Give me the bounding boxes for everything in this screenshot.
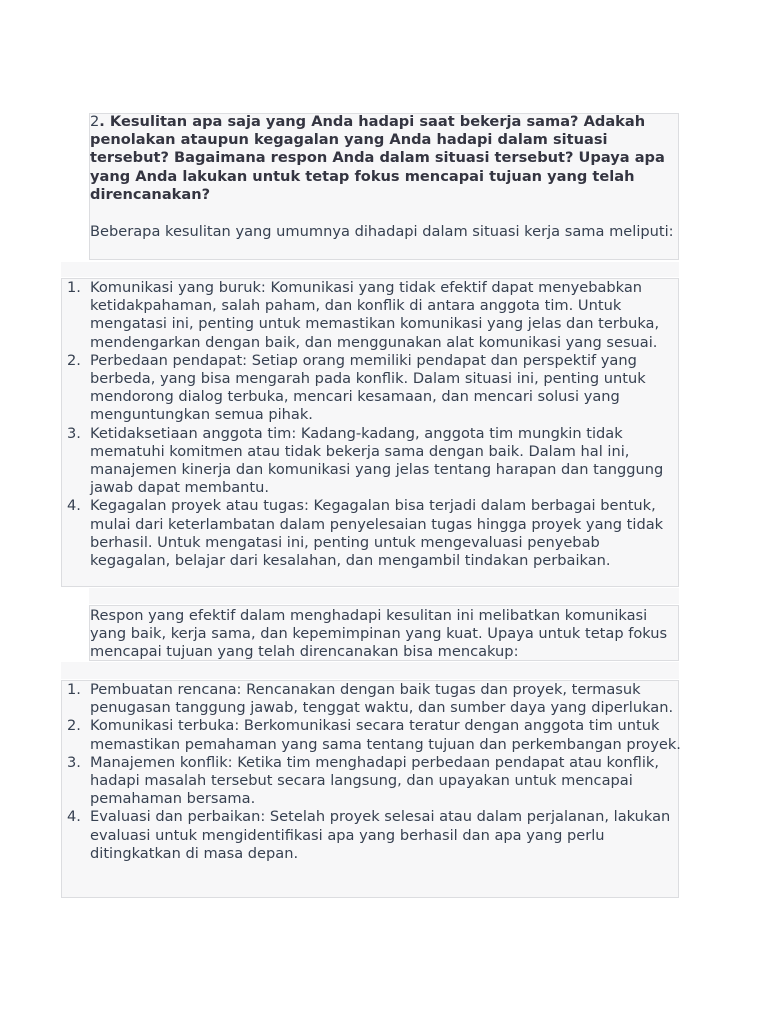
list-item bbox=[62, 497, 684, 570]
list-number: 4. bbox=[67, 808, 81, 826]
list-item bbox=[62, 808, 684, 863]
response-paragraph: Respon yang efektif dalam menghadapi kesulitan ini melibatkan komunikasi yang baik, kerja sama, dan kepemimpinan yang kuat. Upaya untuk tetap fokus mencapai tujuan yang telah direncanakan bisa mencakup: bbox=[90, 607, 668, 661]
list-number: 1. bbox=[67, 279, 81, 296]
intro-paragraph: Beberapa kesulitan yang umumnya dihadapi dalam situasi kerja sama meliputi: bbox=[90, 223, 674, 240]
list-item-text: Perbedaan pendapat: Setiap orang memiliki pendapat dan perspektif yang berbeda, yang bisa mengarah pada konflik. Dalam situasi ini, penting untuk mendorong dialog terbuka, mencari kesamaan, dan mencari solusi yang menguntungkan semua pihak. bbox=[90, 351, 646, 424]
list-number: 1. bbox=[67, 681, 81, 698]
gap-strip bbox=[61, 662, 679, 679]
list-item-text: Ketidaksetiaan anggota tim: Kadang-kadang, anggota tim mungkin tidak mematuhi komitmen atau tidak bekerja sama dengan baik. Dalam hal ini, manajemen kinerja dan komunikasi yang jelas tentang harapan dan tanggung jawab dapat membantu. bbox=[90, 424, 664, 497]
list-item bbox=[62, 352, 684, 425]
question-number: 2 bbox=[90, 113, 100, 130]
list-item bbox=[62, 717, 684, 753]
list-item-text: Manajemen konflik: Ketika tim menghadapi perbedaan pendapat atau konflik, hadapi masalah tersebut secara langsung, dan upayakan untuk mencapai pemahaman bersama. bbox=[90, 753, 660, 808]
list-number: 3. bbox=[67, 424, 81, 442]
list-number: 3. bbox=[67, 753, 81, 771]
list-item bbox=[62, 425, 684, 498]
list-number: 2. bbox=[67, 351, 81, 369]
difficulties-list bbox=[62, 279, 684, 570]
list-number: 4. bbox=[67, 497, 81, 515]
list-item-text: Komunikasi terbuka: Berkomunikasi secara teratur dengan anggota tim untuk memastikan pemahaman yang sama tentang tujuan dan perkembangan proyek. bbox=[90, 717, 681, 753]
list-item bbox=[62, 754, 684, 809]
question-text: . Kesulitan apa saja yang Anda hadapi saat bekerja sama? Adakah penolakan ataupun kegagalan yang Anda hadapi dalam situasi tersebut? Bagaimana respon Anda dalam situasi tersebut? Upaya apa yang Anda lakukan untuk tetap fokus mencapai tujuan yang telah direncanakan? bbox=[90, 113, 665, 203]
question-heading bbox=[90, 113, 680, 204]
list-item bbox=[62, 681, 684, 717]
gap-strip bbox=[89, 588, 679, 604]
list-item-text: Kegagalan proyek atau tugas: Kegagalan bisa terjadi dalam berbagai bentuk, mulai dari keterlambatan dalam penyelesaian tugas hingga proyek yang tidak berhasil. Untuk mengatasi ini, penting untuk mengevaluasi penyebab kegagalan, belajar dari kesalahan, dan mengambil tindakan perbaikan. bbox=[90, 497, 664, 570]
list-item bbox=[62, 279, 684, 352]
efforts-list bbox=[62, 681, 684, 863]
list-number: 2. bbox=[67, 717, 81, 735]
list-item-text: Komunikasi yang buruk: Komunikasi yang tidak efektif dapat menyebabkan ketidakpahaman, salah paham, dan konflik di antara anggota tim. Untuk mengatasi ini, penting untuk memastikan komunikasi yang jelas dan terbuka, mendengarkan dengan baik, dan menggunakan alat komunikasi yang sesuai. bbox=[90, 279, 660, 351]
list-item-text: Evaluasi dan perbaikan: Setelah proyek selesai atau dalam perjalanan, lakukan evaluasi untuk mengidentifikasi apa yang berhasil dan apa yang perlu ditingkatkan di masa depan. bbox=[90, 808, 671, 862]
gap-strip bbox=[61, 262, 679, 277]
list-item-text: Pembuatan rencana: Rencanakan dengan baik tugas dan proyek, termasuk penugasan tanggung jawab, tenggat waktu, dan sumber daya yang diperlukan. bbox=[90, 681, 674, 717]
